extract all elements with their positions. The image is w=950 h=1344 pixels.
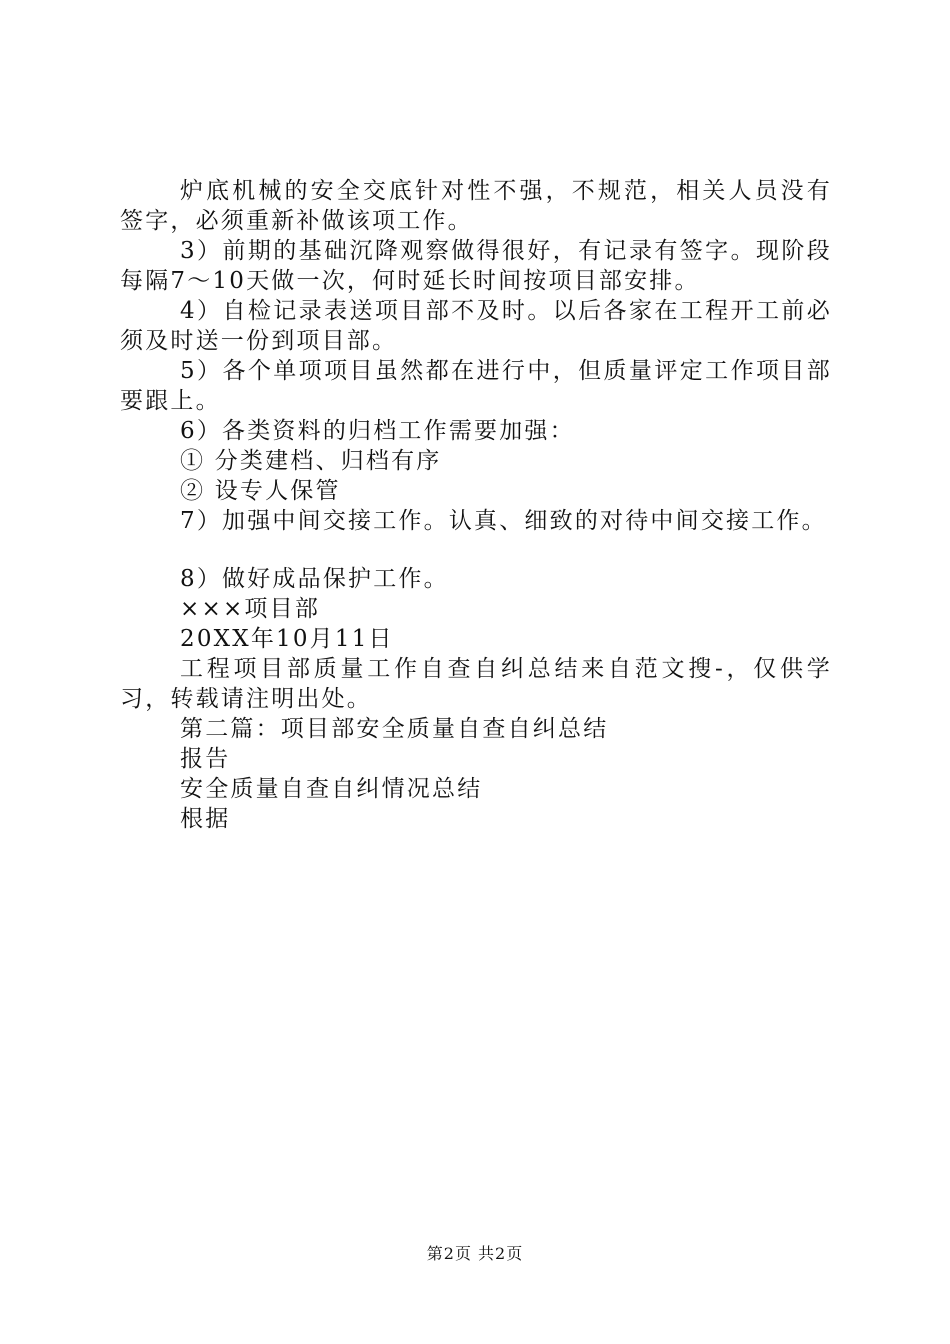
paragraph: 3）前期的基础沉降观察做得很好，有记录有签字。现阶段每隔7～10天做一次，何时延长时间按项目部安排。 (120, 238, 832, 294)
paragraph: 4）自检记录表送项目部不及时。以后各家在工程开工前必须及时送一份到项目部。 (120, 298, 832, 354)
blank-line (120, 536, 832, 564)
part-two-line: 报告 (180, 746, 231, 772)
date: 20XX年10月11日 (180, 626, 394, 652)
signature: ×××项目部 (180, 596, 321, 622)
part-two-title: 第二篇：项目部安全质量自查自纠总结 (180, 716, 609, 742)
list-item-8: 8）做好成品保护工作。 (180, 566, 449, 592)
paragraph: 5）各个单项项目虽然都在进行中，但质量评定工作项目部要跟上。 (120, 358, 832, 414)
part-two-line: 根据 (180, 806, 231, 832)
part-two-line: 安全质量自查自纠情况总结 (180, 776, 483, 802)
list-item-6: 6）各类资料的归档工作需要加强： (180, 418, 575, 444)
page-number: 第2页 共2页 (426, 1244, 524, 1263)
sub-item-2: ② 设专人保管 (180, 478, 341, 504)
sub-item-1: ① 分类建档、归档有序 (180, 448, 442, 474)
paragraph: 炉底机械的安全交底针对性不强，不规范，相关人员没有签字，必须重新补做该项工作。 (120, 178, 832, 234)
source-note: 工程项目部质量工作自查自纠总结来自范文搜-，仅供学习，转载请注明出处。 (120, 656, 832, 712)
list-item-7: 7）加强中间交接工作。认真、细致的对待中间交接工作。 (180, 508, 827, 534)
document-body (120, 176, 832, 834)
